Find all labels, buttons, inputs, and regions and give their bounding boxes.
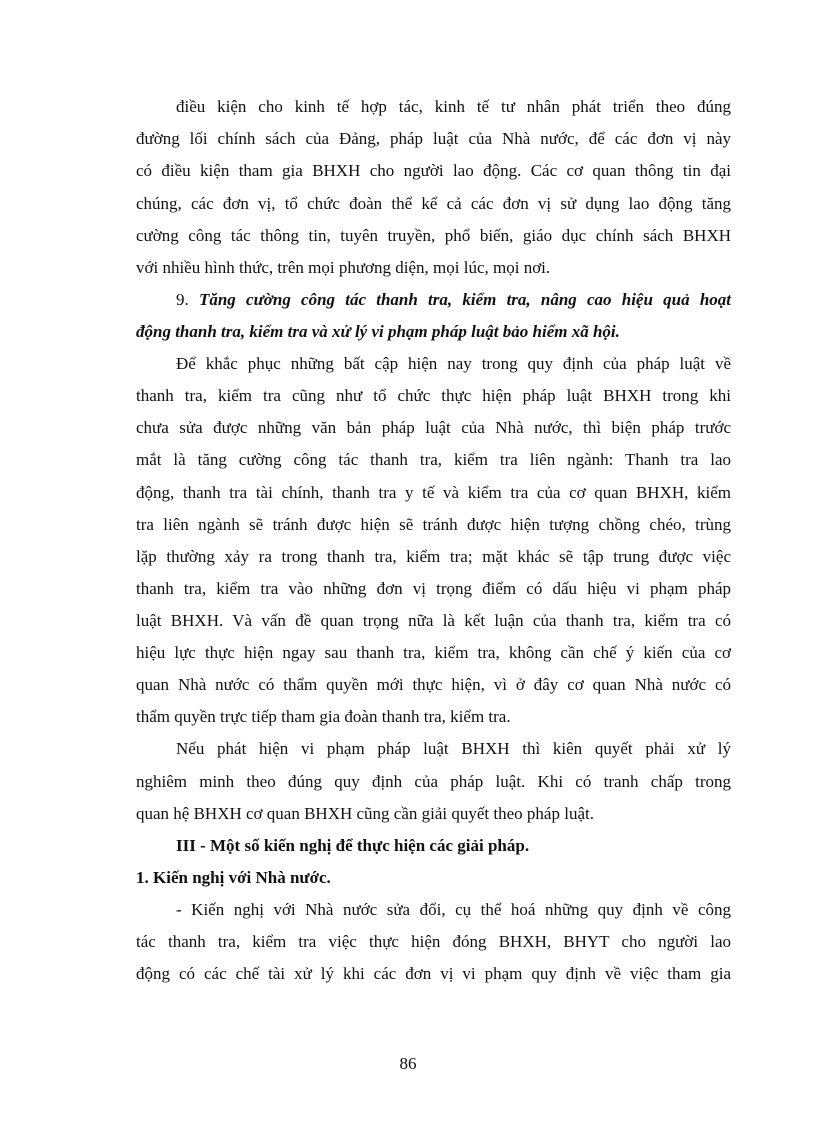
paragraph-line: lặp thường xảy ra trong thanh tra, kiểm tra; mặt khác sẽ tập trung được việc	[136, 547, 731, 566]
paragraph-line: đường lối chính sách của Đảng, pháp luật của Nhà nước, để các đơn vị này	[136, 129, 731, 148]
section-9-heading	[176, 290, 731, 310]
paragraph-line: luật BHXH. Và vấn đề quan trọng nữa là kết luận của thanh tra, kiểm tra có	[136, 611, 731, 630]
paragraph-line: nghiêm minh theo đúng quy định của pháp luật. Khi có tranh chấp trong	[136, 772, 731, 791]
section-9-title-line2: động thanh tra, kiểm tra và xử lý vi phạm pháp luật bảo hiểm xã hội.	[136, 322, 620, 341]
paragraph-line: cường công tác thông tin, tuyên truyền, phổ biến, giáo dục chính sách BHXH	[136, 226, 731, 245]
paragraph-line: chưa sửa được những văn bản pháp luật của Nhà nước, thì biện pháp trước	[136, 418, 731, 437]
paragraph-line: Nếu phát hiện vi phạm pháp luật BHXH thì kiên quyết phải xử lý	[176, 739, 731, 758]
paragraph-line: mắt là tăng cường công tác thanh tra, kiểm tra liên ngành: Thanh tra lao	[136, 450, 731, 469]
paragraph-line: hiệu lực thực hiện ngay sau thanh tra, kiểm tra, không cần chế ý kiến của cơ	[136, 643, 731, 662]
page-number: 86	[399, 1054, 417, 1073]
paragraph-line: thanh tra, kiểm tra vào những đơn vị trọng điểm có dấu hiệu vi phạm pháp	[136, 579, 731, 598]
paragraph-line: quan Nhà nước có thẩm quyền mới thực hiện, vì ở đây cơ quan Nhà nước có	[136, 675, 731, 694]
paragraph-line: thanh tra, kiểm tra cũng như tổ chức thực hiện pháp luật BHXH trong khi	[136, 386, 731, 405]
paragraph-line: động, thanh tra tài chính, thanh tra y tế và kiểm tra của cơ quan BHXH, kiểm	[136, 483, 731, 502]
paragraph-line: với nhiều hình thức, trên mọi phương diện, mọi lúc, mọi nơi.	[136, 258, 551, 277]
section-3-heading: III - Một số kiến nghị để thực hiện các giải pháp.	[176, 836, 530, 855]
subsection-1-heading: 1. Kiến nghị với Nhà nước.	[136, 868, 331, 887]
paragraph-line: điều kiện cho kinh tế hợp tác, kinh tế tư nhân phát triển theo đúng	[176, 97, 731, 116]
paragraph-line: quan hệ BHXH cơ quan BHXH cũng cần giải quyết theo pháp luật.	[136, 804, 594, 823]
paragraph-line: - Kiến nghị với Nhà nước sửa đổi, cụ thể hoá những quy định về công	[176, 900, 731, 919]
paragraph-line: tác thanh tra, kiểm tra việc thực hiện đóng BHXH, BHYT cho người lao	[136, 932, 731, 951]
paragraph-line: chúng, các đơn vị, tổ chức đoàn thể kể cả các đơn vị sử dụng lao động tăng	[136, 194, 731, 213]
paragraph-line: động có các chế tài xử lý khi các đơn vị vi phạm quy định về việc tham gia	[136, 964, 731, 983]
paragraph-line: thẩm quyền trực tiếp tham gia đoàn thanh tra, kiểm tra.	[136, 707, 511, 726]
paragraph-line: tra liên ngành sẽ tránh được hiện sẽ tránh được hiện tượng chồng chéo, trùng	[136, 515, 731, 534]
section-9-number: 9.	[176, 290, 199, 309]
paragraph-line: Để khắc phục những bất cập hiện nay trong quy định của pháp luật về	[176, 354, 731, 373]
paragraph-line: có điều kiện tham gia BHXH cho người lao động. Các cơ quan thông tin đại	[136, 161, 731, 180]
section-9-title-line1: Tăng cường công tác thanh tra, kiểm tra, nâng cao hiệu quả hoạt	[198, 290, 732, 309]
